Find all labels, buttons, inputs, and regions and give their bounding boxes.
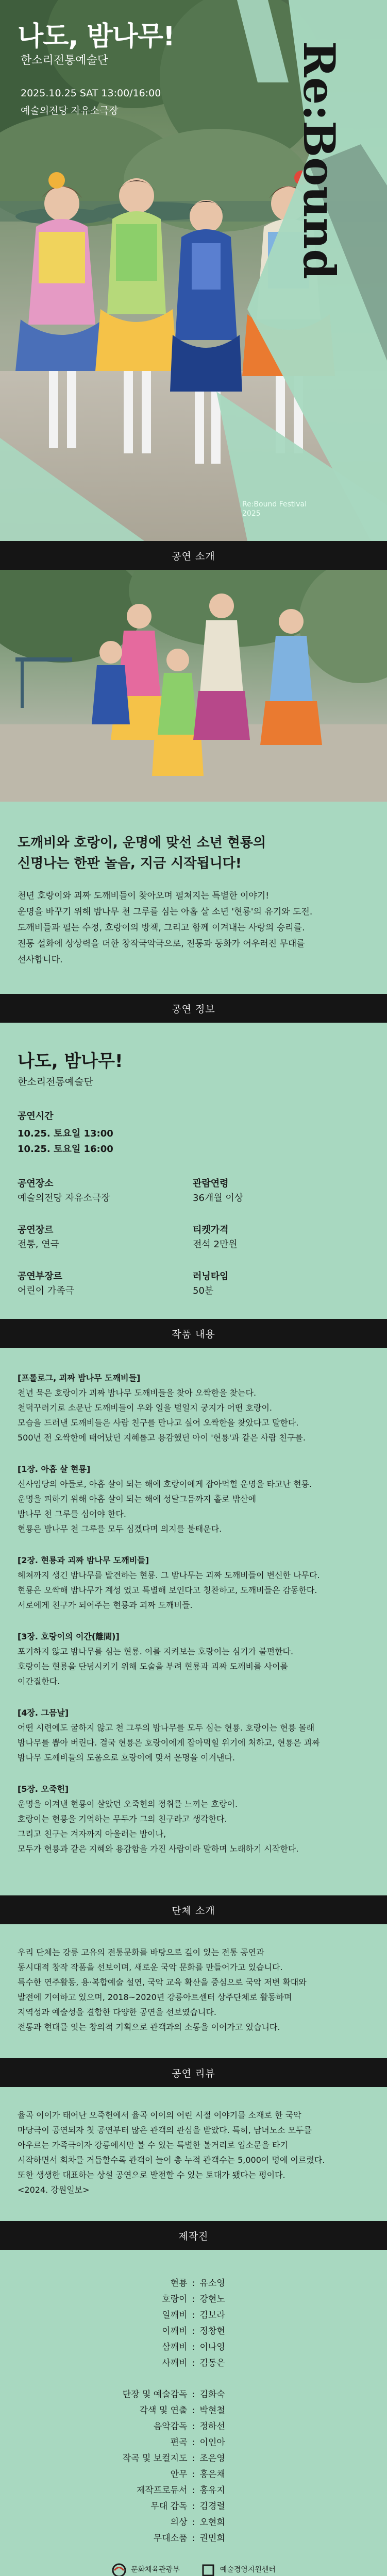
content-block-body — [18, 1720, 369, 1765]
content-block-title: [3장. 호랑이의 이간(離間)] — [18, 1632, 120, 1641]
section-bar-credits: 제작진 — [0, 2221, 387, 2250]
hero-festival-caption — [242, 500, 307, 518]
content-line: 헤쳐까지 생긴 밤나무를 발견하는 현룡. 그 밤나무는 괴짜 도깨비들이 변신한 나무다. — [18, 1570, 320, 1580]
credit-person: 김화숙 — [199, 2389, 225, 2400]
team-line: 지역성과 예술성을 결합한 다양한 공연을 선보였습니다. — [18, 2007, 217, 2017]
content-line: 그리고 친구는 겨자까지 아울러는 밤이나, — [18, 1829, 166, 1839]
credit-person: 김보라 — [199, 2310, 225, 2320]
credit-person: 이나영 — [199, 2342, 225, 2352]
info-time: 10.25. 토요일 13:00 — [18, 1128, 113, 1139]
sponsor-logos — [0, 2547, 387, 2576]
content-line: 운명을 이겨낸 현룡이 살았던 오죽헌의 정취를 느끼는 호랑이. — [18, 1799, 238, 1809]
info-cell-label: 공연장소 — [18, 1178, 54, 1189]
credit-role: 사깨비 — [162, 2358, 188, 2368]
content-block-title: [4장. 그믐날] — [18, 1708, 69, 1718]
info-cell-value: 36개월 이상 — [193, 1193, 244, 1204]
content-block-title: [2장. 현룡과 괴짜 밤나무 도깨비들] — [18, 1555, 149, 1565]
hero-date: 2025.10.25 SAT 13:00/16:00 — [21, 88, 161, 99]
ministry-emblem-icon — [111, 2563, 127, 2576]
credit-role: 단장 및 예술감독 — [122, 2389, 188, 2400]
info-cell-value: 전통, 연극 — [18, 1239, 59, 1250]
content-block-title: [1장. 아홉 살 현룡] — [18, 1464, 91, 1474]
credit-person: 정창현 — [199, 2326, 225, 2336]
intro-headline — [18, 833, 369, 874]
review-line: 시작하면서 회차를 거듭할수록 관객이 늘어 총 누적 관객수는 5,000여 명에 이르렀다. — [18, 2155, 325, 2165]
credit-row: 사깨비 : 김동은 — [0, 2355, 387, 2371]
content-block-body — [18, 1477, 369, 1536]
content-line: 운명을 피하기 위해 아홉 살이 되는 해에 성달그믐까지 홀로 밖산에 — [18, 1494, 257, 1504]
review-line: 마당극이 공연되자 첫 공연부터 많은 관객의 관심을 받았다. 특히, 남녀노소 모두를 — [18, 2125, 312, 2135]
credit-row: 편곡 : 이인아 — [0, 2435, 387, 2451]
info-time: 10.25. 토요일 16:00 — [18, 1144, 113, 1155]
credit-person: 김경렬 — [199, 2501, 225, 2512]
content-line: 밤나무 천 그루를 심어야 한다. — [18, 1509, 126, 1519]
credit-person: 이인아 — [199, 2437, 225, 2448]
info-cell-venue — [18, 1177, 193, 1206]
review-section — [0, 2087, 387, 2221]
intro-body-line: 천년 호랑이와 괴짜 도깨비들이 찾아오며 펼쳐지는 특별한 이야기! — [18, 891, 270, 901]
intro-body — [18, 888, 369, 968]
content-line: 밤나무를 뽑아 버린다. 결국 현룡은 호랑이에게 잡아먹힐 위기에 처하고, 현룡은 괴짜 — [18, 1738, 320, 1748]
credit-row: 일깨비 : 김보라 — [0, 2308, 387, 2324]
info-cell-subgenre — [18, 1269, 193, 1298]
info-cell-label: 공연장르 — [18, 1225, 54, 1235]
info-cell-value: 예술의전당 자유소극장 — [18, 1193, 110, 1204]
content-line: 서로에게 친구가 되어주는 현룡과 괴짜 도깨비들. — [18, 1600, 193, 1610]
section-bar-team: 단체 소개 — [0, 1895, 387, 1924]
credit-person: 정하선 — [199, 2421, 225, 2432]
hero-festival-caption-2: 2025 — [242, 510, 261, 518]
credit-role: 의상 — [170, 2517, 188, 2528]
arts-center-emblem-icon — [200, 2563, 216, 2576]
ministry-logo-text: 문화체육관광부 — [131, 2566, 180, 2574]
review-line: 아우르는 가족극이자 강릉에서만 볼 수 있는 특별한 볼거리로 입소문을 타기 — [18, 2140, 288, 2150]
credit-role: 무대 감독 — [150, 2501, 188, 2512]
team-line: 발전에 기여하고 있으며, 2018~2020년 강릉아트센터 상주단체로 활동하며 — [18, 1992, 292, 2002]
content-block-body — [18, 1568, 369, 1613]
team-line: 동시대적 창작 작품을 선보이며, 새로운 국악 문화를 만들어가고 있습니다. — [18, 1962, 283, 1972]
team-line: 특수한 연주활동, 용·복합예술 설연, 국악 교육 확산을 중심으로 국악 저변 확대와 — [18, 1977, 307, 1987]
info-cell-label: 관람연령 — [193, 1178, 229, 1189]
credit-role: 일깨비 — [162, 2310, 188, 2320]
content-line: 모습을 드러낸 도깨비들은 사람 친구를 만나고 싶어 오싹한을 찾았다고 말한다. — [18, 1418, 299, 1428]
arts-center-logo-text: 예술경영지원센터 — [220, 2566, 276, 2574]
info-grid — [18, 1177, 369, 1298]
credit-row: 작곡 및 보컬지도 : 조은영 — [0, 2451, 387, 2467]
content-line: 호랑이는 현룡을 단념시키기 위해 도술을 부려 현룡과 괴짜 도깨비를 사이를 — [18, 1662, 288, 1671]
credit-row: 무대소품 : 권민희 — [0, 2531, 387, 2547]
info-cell-age — [193, 1177, 368, 1206]
credit-row: 안무 : 홍은채 — [0, 2467, 387, 2483]
info-cell-value: 전석 2만원 — [193, 1239, 238, 1250]
credit-row: 호랑이 : 강현노 — [0, 2292, 387, 2308]
team-line: 우리 단체는 강릉 고유의 전통문화를 바탕으로 깊이 있는 전통 공연과 — [18, 1947, 264, 1957]
credit-person: 오현희 — [199, 2517, 225, 2528]
credits-section — [0, 2250, 387, 2576]
intro-headline-line-1: 도깨비와 호랑이, 운명에 맞선 소년 현룡의 — [18, 835, 266, 851]
credit-role: 편곡 — [170, 2437, 188, 2448]
content-line: 현룡은 밤나무 천 그루를 모두 심겠다며 의지를 불태운다. — [18, 1524, 222, 1534]
info-cell-label: 러닝타임 — [193, 1271, 229, 1282]
credit-row: 의상 : 오현희 — [0, 2515, 387, 2531]
credit-row: 단장 및 예술감독 : 김화숙 — [0, 2387, 387, 2403]
performance-photo-illustration — [0, 570, 387, 802]
hero-poster — [0, 0, 387, 541]
info-title: 나도, 밤나무! — [18, 1051, 123, 1072]
credit-person: 유소영 — [199, 2278, 225, 2289]
info-cell-price — [193, 1223, 368, 1252]
content-line: 신사임당의 아들로, 아홉 살이 되는 해에 호랑이에게 잡아먹힐 운명을 타고난 현룡. — [18, 1479, 312, 1489]
team-line: 전통과 현대를 잇는 창의적 기획으로 관객과의 소통을 이어가고 있습니다. — [18, 2022, 280, 2032]
credit-person: 권민희 — [199, 2533, 225, 2544]
credit-role: 호랑이 — [162, 2294, 188, 2304]
credit-row: 현룡 : 유소영 — [0, 2276, 387, 2292]
credit-person: 홍유지 — [199, 2485, 225, 2496]
content-line: 밤나무 도깨비들의 도움으로 호랑이에 맞서 운명을 이겨낸다. — [18, 1753, 235, 1762]
performance-photo — [0, 570, 387, 802]
intro-headline-line-2: 신명나는 한판 놀음, 지금 시작됩니다! — [18, 856, 242, 871]
content-block-prologue — [18, 1370, 369, 1445]
intro-section — [0, 802, 387, 994]
info-cell-genre — [18, 1223, 193, 1252]
credit-row: 음악감독 : 정하선 — [0, 2419, 387, 2435]
credit-person: 조은영 — [199, 2453, 225, 2464]
credit-role: 무대소품 — [153, 2533, 188, 2544]
info-cell-label: 티켓가격 — [193, 1225, 229, 1235]
content-block-body — [18, 1644, 369, 1689]
content-line: 현룡은 오싹해 밤나무가 계성 었고 특별해 보인다고 칭찬하고, 도깨비들은 감동한다. — [18, 1585, 317, 1595]
content-block-5 — [18, 1782, 369, 1856]
content-line: 천덕꾸러기로 소문난 도깨비들이 우와 일을 벌일지 궁지가 어떤 호랑이. — [18, 1403, 272, 1413]
info-cell-value: 어린이 가족극 — [18, 1285, 75, 1296]
intro-body-line: 전통 설화에 상상력을 더한 창작국악극으로, 전통과 동화가 어우러진 무대를 — [18, 939, 305, 949]
credit-role: 현룡 — [170, 2278, 188, 2289]
credit-person: 박현철 — [199, 2405, 225, 2416]
content-section — [0, 1348, 387, 1895]
hero-festival-caption-1: Re:Bound Festival — [242, 500, 307, 509]
credit-role: 제작프로듀서 — [136, 2485, 188, 2496]
section-bar-info: 공연 정보 — [0, 994, 387, 1023]
credit-role: 음악감독 — [153, 2421, 188, 2432]
content-line: 호랑이는 현룡을 기억하는 무두가 그의 친구라고 생각한다. — [18, 1814, 227, 1824]
credit-person: 김동은 — [199, 2358, 225, 2368]
info-times-label: 공연시간 — [18, 1111, 54, 1122]
content-line: 모두가 현룡과 같은 지혜와 용감함을 가진 사람이라 말하며 노래하기 시작한다. — [18, 1844, 299, 1854]
review-line: 율곡 이이가 태어난 오죽헌에서 율곡 이이의 어린 시절 이야기를 소재로 한 국악 — [18, 2110, 301, 2120]
credit-role: 이깨비 — [162, 2326, 188, 2336]
content-block-1 — [18, 1462, 369, 1536]
intro-body-line: 도깨비들과 펼는 수정, 호랑이의 방책, 그리고 함께 이겨내는 사랑의 승리를. — [18, 923, 305, 933]
hero-org: 한소리전통예술단 — [21, 54, 109, 67]
credit-role: 각색 및 연출 — [139, 2405, 188, 2416]
credit-role: 안무 — [170, 2469, 188, 2480]
content-line: 포기하지 않고 밤나무를 심는 현룡. 이를 지켜보는 호랑이는 심기가 불편한다. — [18, 1647, 294, 1656]
intro-body-line: 선사합니다. — [18, 955, 63, 965]
info-cell-value: 50분 — [193, 1285, 214, 1296]
content-block-3 — [18, 1629, 369, 1689]
section-bar-intro: 공연 소개 — [0, 541, 387, 570]
intro-body-line: 운명을 바꾸기 위해 밤나무 천 그루를 심는 아홉 살 소년 '현룡'의 유기와 도전. — [18, 907, 313, 917]
review-source: <2024. 강원일보> — [18, 2185, 90, 2195]
credit-person: 강현노 — [199, 2294, 225, 2304]
ministry-logo — [111, 2562, 180, 2576]
credit-row: 무대 감독 : 김경렬 — [0, 2499, 387, 2515]
credit-person: 홍은채 — [199, 2469, 225, 2480]
content-block-title: [프롤로그, 괴짜 밤나무 도깨비들] — [18, 1373, 141, 1383]
hero-brand-logo — [289, 21, 381, 484]
credit-row: 이깨비 : 정창현 — [0, 2324, 387, 2340]
section-bar-content: 작품 내용 — [0, 1319, 387, 1348]
content-block-body — [18, 1797, 369, 1856]
info-cell-label: 공연부장르 — [18, 1271, 62, 1282]
info-cell-runtime — [193, 1269, 368, 1298]
info-org: 한소리전통예술단 — [18, 1076, 93, 1088]
credit-role: 작곡 및 보컬지도 — [122, 2453, 188, 2464]
team-section — [0, 1924, 387, 2058]
content-block-body — [18, 1385, 369, 1445]
arts-center-logo — [200, 2562, 276, 2576]
content-block-4 — [18, 1705, 369, 1765]
hero-title: 나도, 밤나무! — [18, 21, 175, 52]
content-block-title: [5장. 오죽헌] — [18, 1784, 69, 1794]
content-block-2 — [18, 1553, 369, 1613]
credit-row: 삼깨비 : 이나영 — [0, 2340, 387, 2355]
hero-venue: 예술의전당 자유소극장 — [21, 105, 119, 116]
content-line: 이간질한다. — [18, 1676, 60, 1686]
hero-brand-text: Re:Bound — [294, 41, 345, 280]
credit-row: 제작프로듀서 : 홍유지 — [0, 2483, 387, 2499]
review-line: 또한 생생한 대표하는 상설 공연으로 발전할 수 있는 토대가 됐다는 평이다. — [18, 2170, 285, 2180]
content-line: 500년 전 오싹한에 태어났던 지혜롭고 용감했던 아이 '현룡'과 같은 사람 친구를. — [18, 1433, 306, 1443]
content-line: 어떤 시련에도 굴하지 않고 천 그루의 밤나무를 모두 심는 현룡. 호랑이는 현룡 몰래 — [18, 1723, 315, 1733]
content-line: 천년 묵은 호랑이가 괴짜 밤나무 도깨비들을 찾아 오싹한을 찾는다. — [18, 1388, 257, 1398]
credit-row: 각색 및 연출 : 박현철 — [0, 2403, 387, 2419]
credit-role: 삼깨비 — [162, 2342, 188, 2352]
section-bar-review: 공연 리뷰 — [0, 2058, 387, 2087]
info-section — [0, 1023, 387, 1319]
